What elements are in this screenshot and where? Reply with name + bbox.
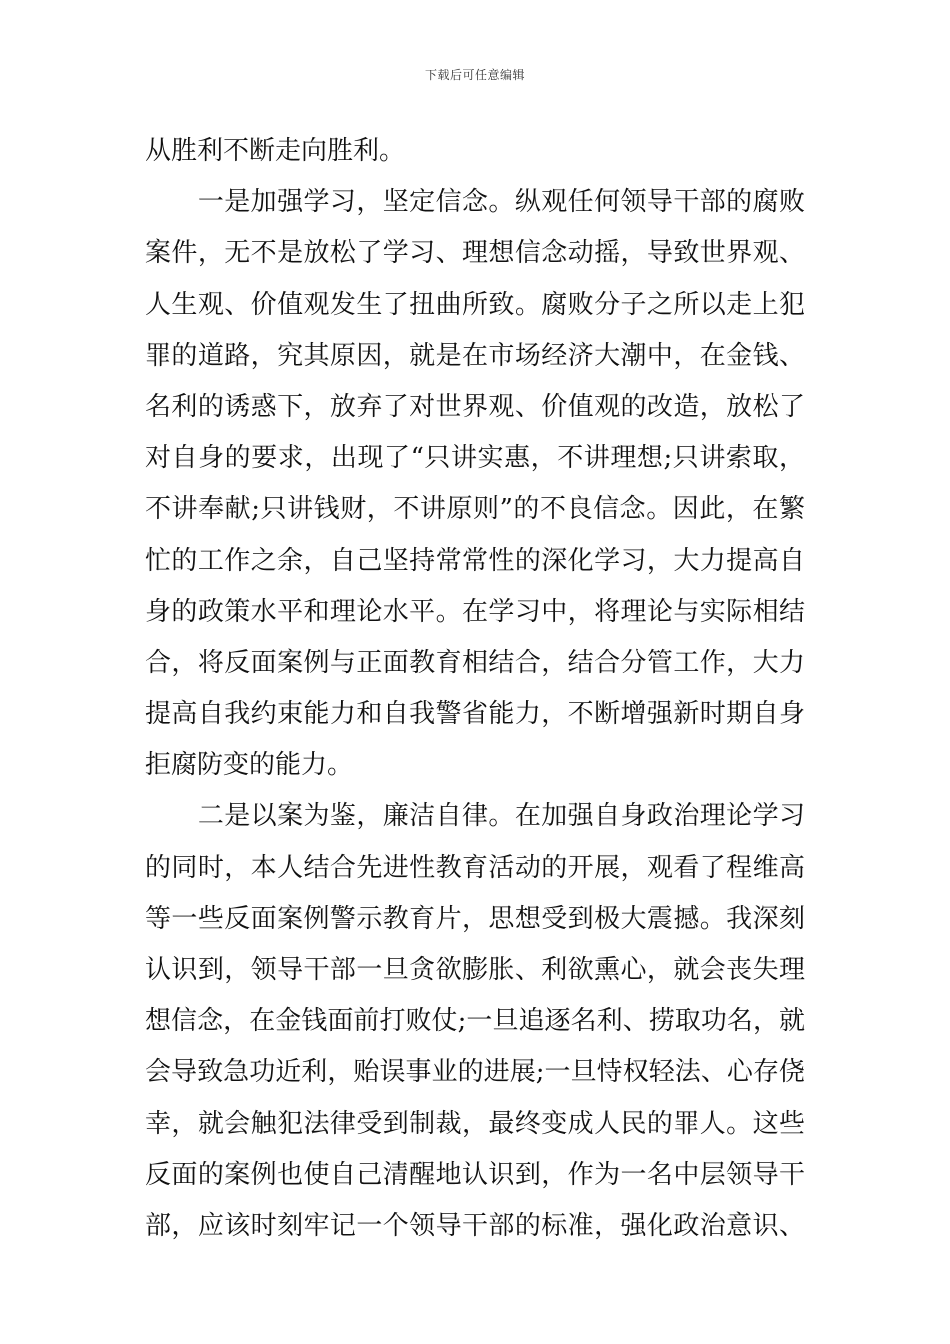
text-line: 会导致急功近利，贻误事业的进展;一旦恃权轻法、心存侥 bbox=[145, 1057, 805, 1088]
text-line: 忙的工作之余，自己坚持常常性的深化学习，大力提高自 bbox=[145, 545, 805, 576]
text-line: 反面的案例也使自己清醒地认识到，作为一名中层领导干 bbox=[145, 1159, 805, 1190]
text-line: 从胜利不断走向胜利。 bbox=[145, 136, 406, 166]
text-line: 身的政策水平和理论水平。在学习中，将理论与实际相结 bbox=[145, 596, 805, 627]
text-line: 案件，无不是放松了学习、理想信念动摇，导致世界观、 bbox=[145, 238, 805, 269]
text-line: 等一些反面案例警示教育片，思想受到极大震撼。我深刻 bbox=[145, 903, 805, 934]
text-line: 二是以案为鉴，廉洁自律。在加强自身政治理论学习 bbox=[145, 801, 805, 832]
text-line: 部，应该时刻牢记一个领导干部的标准，强化政治意识、 bbox=[145, 1210, 805, 1241]
text-line: 拒腐防变的能力。 bbox=[145, 750, 354, 781]
text-line: 罪的道路，究其原因，就是在市场经济大潮中，在金钱、 bbox=[145, 340, 805, 371]
text-line: 幸，就会触犯法律受到制裁，最终变成人民的罪人。这些 bbox=[145, 1108, 805, 1139]
body-text bbox=[145, 126, 805, 1252]
text-line: 不讲奉献;只讲钱财，不讲原则”的不良信念。因此，在繁 bbox=[145, 494, 805, 525]
header-note: 下载后可任意编辑 bbox=[424, 68, 525, 82]
text-line: 一是加强学习，坚定信念。纵观任何领导干部的腐败 bbox=[145, 187, 805, 218]
text-line: 的同时，本人结合先进性教育活动的开展，观看了程维高 bbox=[145, 852, 805, 883]
text-line: 人生观、价值观发生了扭曲所致。腐败分子之所以走上犯 bbox=[145, 289, 805, 320]
text-line: 认识到，领导干部一旦贪欲膨胀、利欲熏心，就会丧失理 bbox=[145, 955, 805, 985]
text-line: 名利的诱惑下，放弃了对世界观、价值观的改造，放松了 bbox=[145, 391, 805, 422]
text-line: 想信念，在金钱面前打败仗;一旦追逐名利、捞取功名，就 bbox=[145, 1006, 805, 1037]
text-line: 提高自我约束能力和自我警省能力，不断增强新时期自身 bbox=[145, 699, 805, 730]
text-line: 合，将反面案例与正面教育相结合，结合分管工作，大力 bbox=[145, 647, 805, 678]
text-line: 对自身的要求，出现了“只讲实惠，不讲理想;只讲索取， bbox=[145, 443, 805, 474]
